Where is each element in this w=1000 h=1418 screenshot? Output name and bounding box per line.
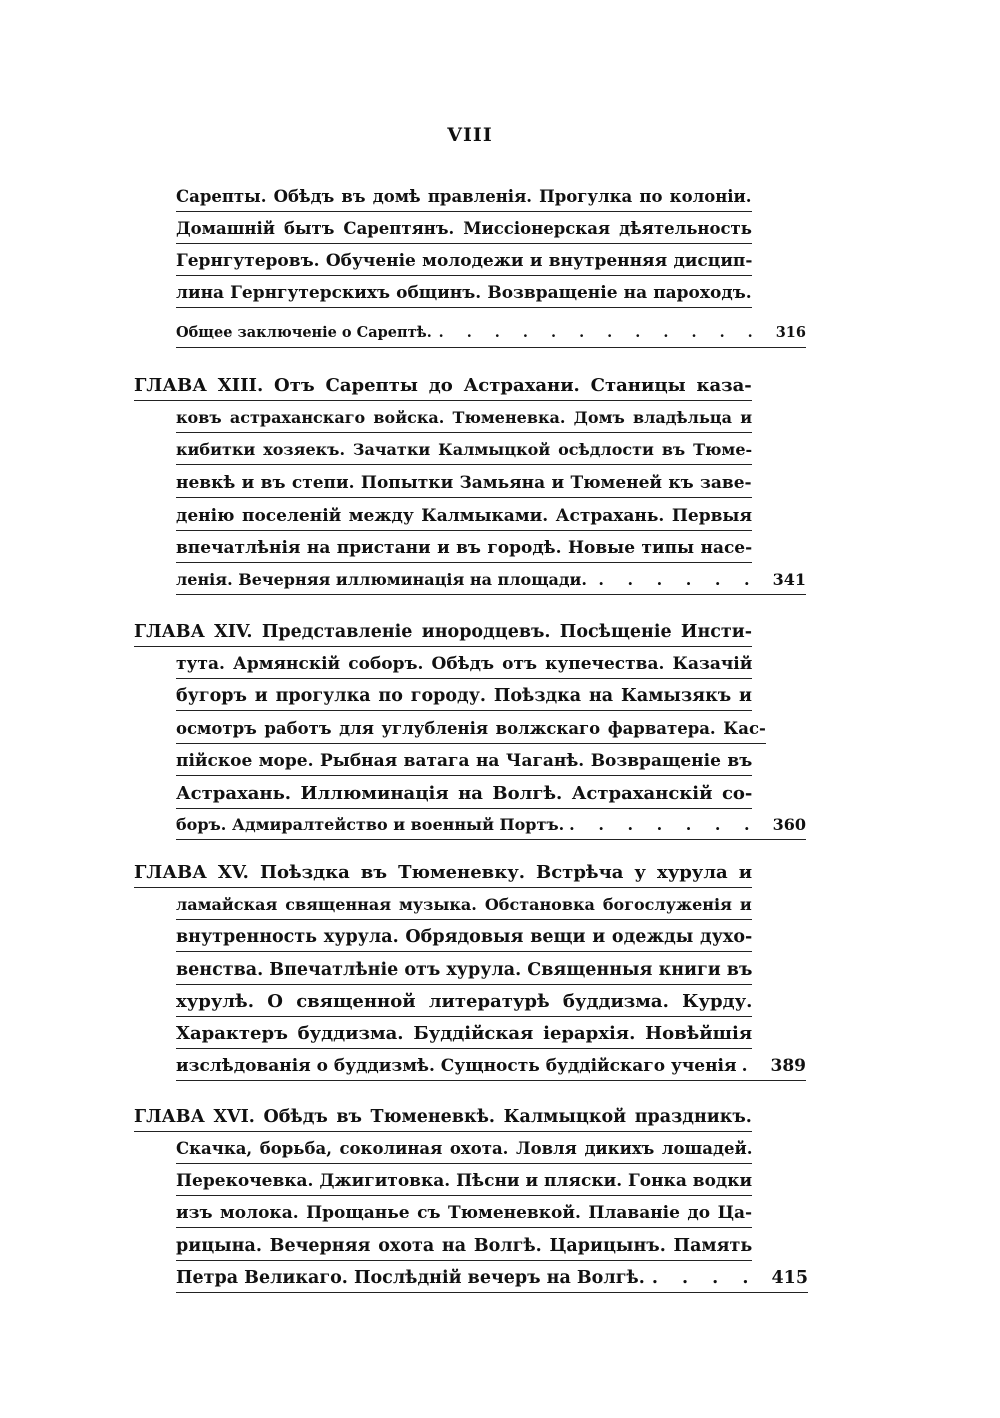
toc-line: Скачка, борьба, соколиная охота. Ловля дикихъ лошадей. (176, 1134, 752, 1164)
leader-dots: . . . . . . (598, 570, 759, 589)
chapter-heading-line: ГЛАВА XIII. Отъ Сарепты до Астрахани. Станицы каза- (134, 371, 752, 401)
toc-line: Астрахань. Иллюминація на Волгѣ. Астраханскій со- (176, 779, 752, 809)
leader-dots: . . . . . . . . . . . . (438, 324, 762, 341)
toc-line: Перекочевка. Джигитовка. Пѣсни и пляски. Гонка водки (176, 1166, 752, 1196)
toc-line: Домашній бытъ Сарептянъ. Миссіонерская дѣятельность (176, 214, 752, 244)
page-ref: 360 (772, 815, 806, 834)
toc-line: изъ молока. Прощанье съ Тюменевкой. Плаваніе до Ца- (176, 1198, 752, 1228)
page-ref: 415 (771, 1268, 808, 1288)
page-ref: 316 (775, 324, 806, 341)
toc-line-last: изслѣдованія о буддизмѣ. Сущность буддійскаго ученія . 389 (176, 1051, 806, 1081)
toc-line: ламайская священная музыка. Обстановка богослуженія и (176, 890, 752, 920)
toc-line: лина Гернгутерскихъ общинъ. Возвращеніе на пароходъ. (176, 278, 752, 308)
toc-line: Гернгутеровъ. Обученіе молодежи и внутренняя дисцип- (176, 246, 752, 276)
toc-line: тута. Армянскій соборъ. Обѣдъ отъ купечества. Казачій (176, 649, 752, 679)
toc-line: впечатлѣнія на пристани и въ городѣ. Новые типы насе- (176, 533, 752, 563)
page-ref: 389 (770, 1056, 806, 1076)
page-number: VIII (447, 124, 493, 146)
leader-dots: . . . . . . . (569, 815, 759, 834)
toc-line: пійское море. Рыбная ватага на Чаганѣ. Возвращеніе въ (176, 746, 752, 776)
toc-line: невкѣ и въ степи. Попытки Замьяна и Тюменей къ заве- (176, 468, 752, 498)
toc-line: рицына. Вечерняя охота на Волгѣ. Царицынъ. Память (176, 1231, 752, 1261)
toc-line: внутренность хурула. Обрядовыя вещи и одежды духо- (176, 922, 752, 952)
toc-line-last: боръ. Адмиралтейство и военный Портъ. . . . . . . . 360 (176, 810, 806, 840)
page-ref: 341 (772, 570, 806, 589)
toc-line: хурулѣ. О священной литературѣ буддизма. Курду. (176, 987, 752, 1017)
toc-line: осмотръ работъ для углубленія волжскаго фарватера. Кас- (176, 714, 766, 744)
toc-line: Характеръ буддизма. Буддійская іерархія. Новѣйшія (176, 1019, 752, 1049)
toc-line: денію поселеній между Калмыками. Астрахань. Первыя (176, 501, 752, 531)
toc-line-last: Петра Великаго. Послѣдній вечеръ на Волгѣ. . . . . 415 (176, 1263, 808, 1293)
chapter-heading-line: ГЛАВА XVI. Обѣдъ въ Тюменевкѣ. Калмыцкой праздникъ. (134, 1102, 752, 1132)
leader-dots: . . . . (651, 1268, 758, 1288)
toc-line: венства. Впечатлѣніе отъ хурула. Священныя книги въ (176, 955, 752, 985)
leader-dots: . (741, 1056, 757, 1076)
toc-line-last: ленія. Вечерняя иллюминація на площади. . . . . . . 341 (176, 565, 806, 595)
chapter-heading-line: ГЛАВА XV. Поѣздка въ Тюменевку. Встрѣча у хурула и (134, 858, 752, 888)
toc-line: ковъ астраханскаго войска. Тюменевка. Домъ владѣльца и (176, 403, 752, 433)
toc-line: кибитки хозяекъ. Зачатки Калмыцкой осѣдлости въ Тюме- (176, 435, 752, 465)
toc-line: бугоръ и прогулка по городу. Поѣздка на Камызякъ и (176, 681, 752, 711)
toc-line: Сарепты. Обѣдъ въ домѣ правленія. Прогулка по колоніи. (176, 182, 752, 212)
chapter-heading-line: ГЛАВА XIV. Представленіе инородцевъ. Посѣщеніе Инсти- (134, 617, 752, 647)
toc-line-last: Общее заключеніе о Сарептѣ. . . . . . . . . . . . . 316 (176, 318, 806, 348)
